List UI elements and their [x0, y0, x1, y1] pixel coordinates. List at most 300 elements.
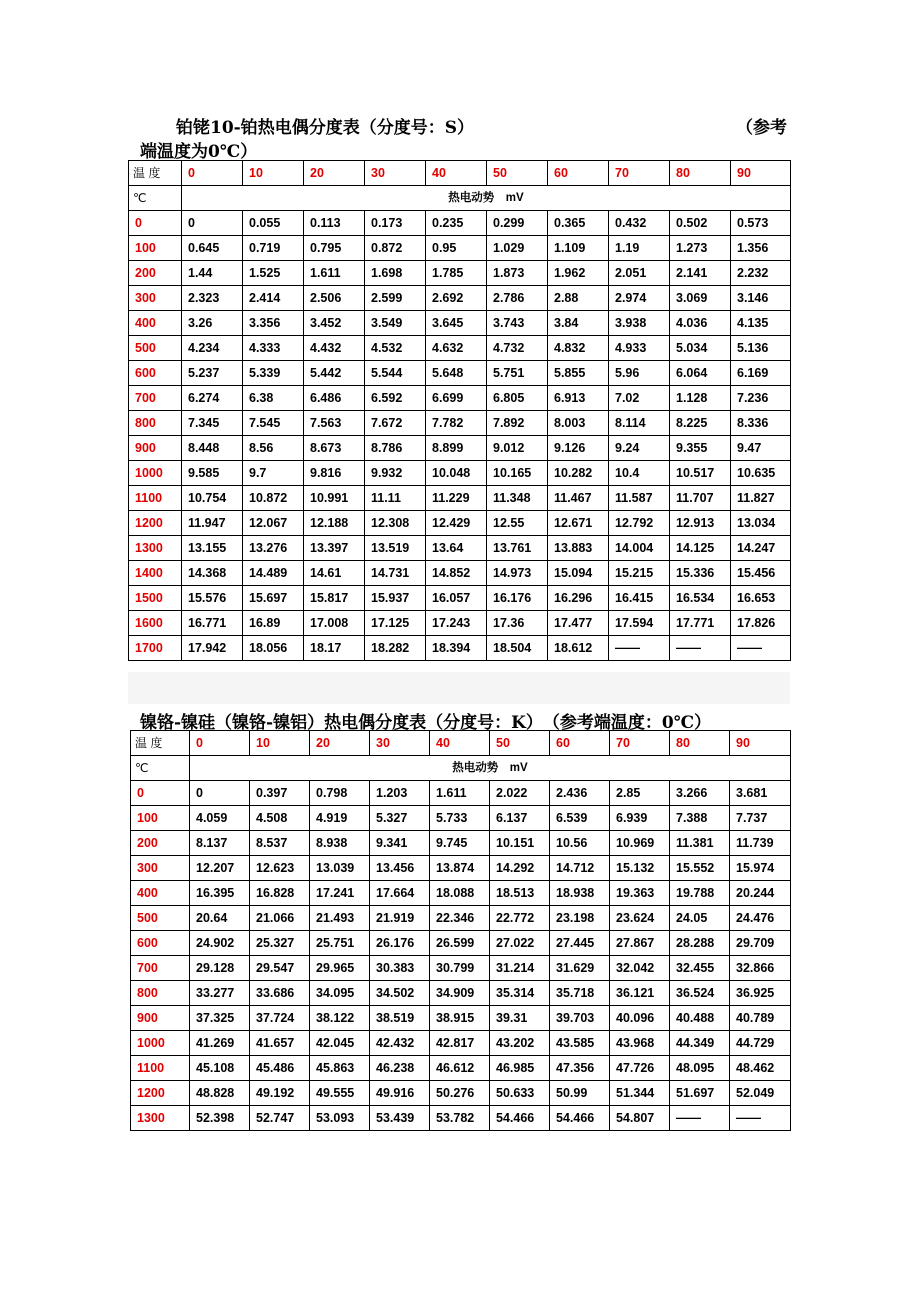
- emf-cell: 9.126: [548, 436, 609, 461]
- emf-cell: 26.599: [430, 931, 490, 956]
- emf-cell: 15.215: [609, 561, 670, 586]
- emf-cell: 6.137: [490, 806, 550, 831]
- emf-cell: 46.238: [370, 1056, 430, 1081]
- header-row: [129, 161, 791, 186]
- emf-cell: 16.176: [487, 586, 548, 611]
- emf-cell: 0.432: [609, 211, 670, 236]
- emf-cell: 9.816: [304, 461, 365, 486]
- emf-cell: 30.383: [370, 956, 430, 981]
- emf-cell: 14.368: [182, 561, 243, 586]
- emf-cell: 26.176: [370, 931, 430, 956]
- table-row: [129, 361, 791, 386]
- emf-cell: 9.012: [487, 436, 548, 461]
- emf-cell: 14.489: [243, 561, 304, 586]
- table-row: [131, 1056, 791, 1081]
- table-row: [129, 536, 791, 561]
- emf-cell: 18.056: [243, 636, 304, 661]
- row-temperature: 1100: [131, 1056, 190, 1081]
- emf-cell: 16.057: [426, 586, 487, 611]
- emf-cell: 12.55: [487, 511, 548, 536]
- emf-cell: 0.573: [731, 211, 791, 236]
- emf-cell: 10.517: [670, 461, 731, 486]
- table-row: [131, 956, 791, 981]
- emf-cell: 0.365: [548, 211, 609, 236]
- table-row: [131, 806, 791, 831]
- emf-cell: 38.519: [370, 1006, 430, 1031]
- column-header: 80: [670, 731, 730, 756]
- row-temperature: 900: [129, 436, 182, 461]
- emf-cell: 1.44: [182, 261, 243, 286]
- emf-cell: 6.38: [243, 386, 304, 411]
- emf-cell: 14.004: [609, 536, 670, 561]
- emf-cell: 5.237: [182, 361, 243, 386]
- emf-cell: 12.671: [548, 511, 609, 536]
- emf-cell: 14.292: [490, 856, 550, 881]
- emf-cell: 0.795: [304, 236, 365, 261]
- emf-cell: 3.938: [609, 311, 670, 336]
- emf-cell: 15.937: [365, 586, 426, 611]
- emf-cell: 4.632: [426, 336, 487, 361]
- row-temperature: 900: [131, 1006, 190, 1031]
- column-header: 50: [487, 161, 548, 186]
- emf-cell: 10.635: [731, 461, 791, 486]
- emf-cell: 17.477: [548, 611, 609, 636]
- emf-cell: 2.85: [610, 781, 670, 806]
- emf-cell: 28.288: [670, 931, 730, 956]
- emf-cell: 45.486: [250, 1056, 310, 1081]
- emf-cell: 12.188: [304, 511, 365, 536]
- emf-cell: 7.737: [730, 806, 791, 831]
- header-row: [131, 731, 791, 756]
- column-header: 20: [310, 731, 370, 756]
- table-s-title-ref-cont: 端温度为0℃）: [140, 142, 258, 162]
- emf-cell: 3.645: [426, 311, 487, 336]
- emf-cell: 1.273: [670, 236, 731, 261]
- emf-cell: 44.729: [730, 1031, 791, 1056]
- emf-cell: 5.855: [548, 361, 609, 386]
- emf-cell: 54.466: [490, 1106, 550, 1131]
- row-temperature: 300: [129, 286, 182, 311]
- emf-cell: 4.036: [670, 311, 731, 336]
- emf-cell: 27.867: [610, 931, 670, 956]
- row-temperature: 1000: [129, 461, 182, 486]
- temperature-label: 温 度: [131, 731, 190, 756]
- emf-cell: 42.432: [370, 1031, 430, 1056]
- row-temperature: 1400: [129, 561, 182, 586]
- table-row: [131, 931, 791, 956]
- emf-cell: 7.236: [731, 386, 791, 411]
- column-header: 0: [190, 731, 250, 756]
- table-row: [129, 611, 791, 636]
- emf-cell: 1.525: [243, 261, 304, 286]
- emf-cell: 12.429: [426, 511, 487, 536]
- emf-cell: 12.792: [609, 511, 670, 536]
- emf-cell: 22.346: [430, 906, 490, 931]
- table-row: [129, 561, 791, 586]
- row-temperature: 1600: [129, 611, 182, 636]
- emf-cell: 42.045: [310, 1031, 370, 1056]
- emf-cell: 10.754: [182, 486, 243, 511]
- table-s-title: 铂铑10-铂热电偶分度表（分度号：S）: [176, 118, 474, 138]
- section-separator: [128, 672, 790, 704]
- table-row: [129, 261, 791, 286]
- column-header: 60: [550, 731, 610, 756]
- emf-cell: 8.114: [609, 411, 670, 436]
- table-row: [129, 336, 791, 361]
- emf-cell: 13.64: [426, 536, 487, 561]
- emf-cell: 2.599: [365, 286, 426, 311]
- emf-cell: 4.059: [190, 806, 250, 831]
- emf-cell: 3.146: [731, 286, 791, 311]
- emf-cell: 0.173: [365, 211, 426, 236]
- emf-cell: 35.314: [490, 981, 550, 1006]
- emf-cell: 52.049: [730, 1081, 791, 1106]
- emf-cell: 16.534: [670, 586, 731, 611]
- emf-cell: 3.84: [548, 311, 609, 336]
- emf-cell: 14.852: [426, 561, 487, 586]
- emf-cell: 42.817: [430, 1031, 490, 1056]
- column-header: 90: [730, 731, 791, 756]
- emf-cell: 34.909: [430, 981, 490, 1006]
- emf-cell: 41.657: [250, 1031, 310, 1056]
- celsius-label: ℃: [129, 186, 182, 211]
- emf-cell: 15.576: [182, 586, 243, 611]
- emf-cell: 10.048: [426, 461, 487, 486]
- emf-cell: 9.24: [609, 436, 670, 461]
- emf-cell: 15.094: [548, 561, 609, 586]
- emf-cell: 4.919: [310, 806, 370, 831]
- emf-cell: 18.938: [550, 881, 610, 906]
- emf-cell: 4.933: [609, 336, 670, 361]
- emf-cell: 51.344: [610, 1081, 670, 1106]
- emf-cell: 32.455: [670, 956, 730, 981]
- emf-cell: 8.786: [365, 436, 426, 461]
- emf-cell: 2.141: [670, 261, 731, 286]
- emf-cell: 0.798: [310, 781, 370, 806]
- row-temperature: 400: [131, 881, 190, 906]
- celsius-label: ℃: [131, 756, 190, 781]
- emf-cell: 11.587: [609, 486, 670, 511]
- emf-cell: 48.462: [730, 1056, 791, 1081]
- emf-cell: 5.034: [670, 336, 731, 361]
- emf-cell: 12.308: [365, 511, 426, 536]
- column-header: 40: [430, 731, 490, 756]
- emf-cell: 0.95: [426, 236, 487, 261]
- column-header: 10: [243, 161, 304, 186]
- emf-cell: 1.19: [609, 236, 670, 261]
- emf-cell: 43.968: [610, 1031, 670, 1056]
- emf-cell: 12.623: [250, 856, 310, 881]
- emf-cell: 21.919: [370, 906, 430, 931]
- emf-cell: 36.925: [730, 981, 791, 1006]
- emf-cell: 19.363: [610, 881, 670, 906]
- emf-cell: 40.096: [610, 1006, 670, 1031]
- emf-cell: 5.544: [365, 361, 426, 386]
- emf-cell: 30.799: [430, 956, 490, 981]
- emf-cell: 13.874: [430, 856, 490, 881]
- emf-cell: 46.985: [490, 1056, 550, 1081]
- emf-cell: 53.439: [370, 1106, 430, 1131]
- table-row: [129, 586, 791, 611]
- emf-cell: 15.336: [670, 561, 731, 586]
- emf-cell: 17.36: [487, 611, 548, 636]
- emf-cell: 2.436: [550, 781, 610, 806]
- emf-cell: 33.277: [190, 981, 250, 1006]
- emf-cell: 15.817: [304, 586, 365, 611]
- emf-cell: 36.524: [670, 981, 730, 1006]
- emf-cell: 2.88: [548, 286, 609, 311]
- emf-cell: 16.828: [250, 881, 310, 906]
- row-temperature: 200: [131, 831, 190, 856]
- emf-cell: 18.394: [426, 636, 487, 661]
- table-k: [130, 730, 791, 1131]
- emf-cell: 13.519: [365, 536, 426, 561]
- emf-cell: 0.719: [243, 236, 304, 261]
- row-temperature: 100: [129, 236, 182, 261]
- emf-cell: 21.066: [250, 906, 310, 931]
- table-s-title-ref: （参考: [736, 118, 787, 138]
- emf-cell: 38.122: [310, 1006, 370, 1031]
- emf-cell: 2.974: [609, 286, 670, 311]
- emf-cell: 24.902: [190, 931, 250, 956]
- table-row: [129, 411, 791, 436]
- emf-cell: 10.872: [243, 486, 304, 511]
- emf-cell: 21.493: [310, 906, 370, 931]
- emf-cell: 10.151: [490, 831, 550, 856]
- table-row: [131, 1081, 791, 1106]
- emf-cell: 22.772: [490, 906, 550, 931]
- emf-cell: 15.552: [670, 856, 730, 881]
- column-header: 60: [548, 161, 609, 186]
- table-row: [129, 461, 791, 486]
- column-header: 70: [610, 731, 670, 756]
- emf-cell: 37.724: [250, 1006, 310, 1031]
- emf-cell: 8.448: [182, 436, 243, 461]
- emf-cell: 17.241: [310, 881, 370, 906]
- emf-cell: 50.99: [550, 1081, 610, 1106]
- emf-cell: 0.299: [487, 211, 548, 236]
- emf-cell: 33.686: [250, 981, 310, 1006]
- emf-cell: 4.508: [250, 806, 310, 831]
- emf-cell: 15.974: [730, 856, 791, 881]
- row-temperature: 600: [129, 361, 182, 386]
- emf-cell: 50.276: [430, 1081, 490, 1106]
- emf-cell: 18.504: [487, 636, 548, 661]
- emf-cell: ——: [670, 636, 731, 661]
- row-temperature: 700: [131, 956, 190, 981]
- emf-cell: 37.325: [190, 1006, 250, 1031]
- row-temperature: 1200: [129, 511, 182, 536]
- emf-unit-label: 热电动势 mV: [190, 756, 791, 781]
- emf-cell: 44.349: [670, 1031, 730, 1056]
- emf-cell: 52.398: [190, 1106, 250, 1131]
- row-temperature: 1500: [129, 586, 182, 611]
- emf-cell: 7.782: [426, 411, 487, 436]
- emf-cell: 14.712: [550, 856, 610, 881]
- emf-cell: 3.266: [670, 781, 730, 806]
- column-header: 30: [370, 731, 430, 756]
- emf-cell: 5.648: [426, 361, 487, 386]
- table-row: [129, 511, 791, 536]
- emf-cell: 13.039: [310, 856, 370, 881]
- emf-cell: 8.137: [190, 831, 250, 856]
- emf-cell: 1.785: [426, 261, 487, 286]
- emf-cell: 23.624: [610, 906, 670, 931]
- column-header: 50: [490, 731, 550, 756]
- emf-cell: 6.274: [182, 386, 243, 411]
- emf-cell: 2.323: [182, 286, 243, 311]
- emf-cell: 20.244: [730, 881, 791, 906]
- emf-cell: 6.939: [610, 806, 670, 831]
- emf-cell: 11.739: [730, 831, 791, 856]
- emf-cell: 10.969: [610, 831, 670, 856]
- emf-cell: 54.466: [550, 1106, 610, 1131]
- emf-cell: 6.539: [550, 806, 610, 831]
- emf-cell: ——: [731, 636, 791, 661]
- emf-unit-label: 热电动势 mV: [182, 186, 791, 211]
- emf-cell: 5.136: [731, 336, 791, 361]
- emf-cell: 20.64: [190, 906, 250, 931]
- emf-cell: 4.333: [243, 336, 304, 361]
- emf-cell: 48.828: [190, 1081, 250, 1106]
- emf-cell: 7.892: [487, 411, 548, 436]
- emf-cell: 52.747: [250, 1106, 310, 1131]
- emf-cell: 24.05: [670, 906, 730, 931]
- emf-cell: 7.545: [243, 411, 304, 436]
- unit-row: [131, 756, 791, 781]
- column-header: 20: [304, 161, 365, 186]
- emf-cell: 25.751: [310, 931, 370, 956]
- emf-cell: 27.445: [550, 931, 610, 956]
- emf-cell: 49.555: [310, 1081, 370, 1106]
- column-header: 90: [731, 161, 791, 186]
- emf-cell: 46.612: [430, 1056, 490, 1081]
- emf-cell: 7.672: [365, 411, 426, 436]
- emf-cell: 18.088: [430, 881, 490, 906]
- emf-cell: 1.698: [365, 261, 426, 286]
- emf-cell: 19.788: [670, 881, 730, 906]
- emf-cell: 39.703: [550, 1006, 610, 1031]
- emf-cell: 54.807: [610, 1106, 670, 1131]
- emf-cell: 29.965: [310, 956, 370, 981]
- emf-cell: 1.611: [304, 261, 365, 286]
- emf-cell: 17.942: [182, 636, 243, 661]
- emf-cell: 8.537: [250, 831, 310, 856]
- emf-cell: 1.962: [548, 261, 609, 286]
- column-header: 70: [609, 161, 670, 186]
- emf-cell: 53.782: [430, 1106, 490, 1131]
- emf-cell: 36.121: [610, 981, 670, 1006]
- emf-cell: 1.128: [670, 386, 731, 411]
- emf-cell: 18.513: [490, 881, 550, 906]
- emf-cell: 6.699: [426, 386, 487, 411]
- emf-cell: 13.276: [243, 536, 304, 561]
- emf-cell: 17.594: [609, 611, 670, 636]
- table-row: [131, 906, 791, 931]
- emf-cell: 0.055: [243, 211, 304, 236]
- emf-cell: 1.203: [370, 781, 430, 806]
- emf-cell: 13.883: [548, 536, 609, 561]
- emf-cell: 49.916: [370, 1081, 430, 1106]
- emf-cell: 18.282: [365, 636, 426, 661]
- emf-cell: 0: [182, 211, 243, 236]
- emf-cell: 0.235: [426, 211, 487, 236]
- emf-cell: 6.913: [548, 386, 609, 411]
- emf-cell: 1.873: [487, 261, 548, 286]
- emf-cell: 14.125: [670, 536, 731, 561]
- table-row: [131, 881, 791, 906]
- emf-cell: 13.034: [731, 511, 791, 536]
- emf-cell: 14.247: [731, 536, 791, 561]
- emf-cell: 8.336: [731, 411, 791, 436]
- table-s: [128, 160, 791, 661]
- column-header: 0: [182, 161, 243, 186]
- emf-cell: 14.973: [487, 561, 548, 586]
- emf-cell: 1.356: [731, 236, 791, 261]
- column-header: 10: [250, 731, 310, 756]
- emf-cell: 11.381: [670, 831, 730, 856]
- table-row: [131, 1006, 791, 1031]
- emf-cell: 41.269: [190, 1031, 250, 1056]
- table-row: [129, 286, 791, 311]
- row-temperature: 1300: [129, 536, 182, 561]
- row-temperature: 700: [129, 386, 182, 411]
- emf-cell: 4.135: [731, 311, 791, 336]
- emf-cell: 9.355: [670, 436, 731, 461]
- emf-cell: ——: [670, 1106, 730, 1131]
- emf-cell: 39.31: [490, 1006, 550, 1031]
- emf-cell: 10.165: [487, 461, 548, 486]
- emf-cell: 0.113: [304, 211, 365, 236]
- emf-cell: 8.003: [548, 411, 609, 436]
- emf-cell: 10.56: [550, 831, 610, 856]
- emf-cell: 17.826: [731, 611, 791, 636]
- emf-cell: 15.456: [731, 561, 791, 586]
- emf-cell: 25.327: [250, 931, 310, 956]
- table-row: [131, 856, 791, 881]
- emf-cell: 3.549: [365, 311, 426, 336]
- row-temperature: 1200: [131, 1081, 190, 1106]
- table-row: [129, 211, 791, 236]
- emf-cell: 29.128: [190, 956, 250, 981]
- emf-cell: 7.388: [670, 806, 730, 831]
- emf-cell: 2.414: [243, 286, 304, 311]
- table-row: [129, 486, 791, 511]
- emf-cell: 11.11: [365, 486, 426, 511]
- row-temperature: 800: [131, 981, 190, 1006]
- emf-cell: 53.093: [310, 1106, 370, 1131]
- emf-cell: 47.356: [550, 1056, 610, 1081]
- emf-cell: 7.345: [182, 411, 243, 436]
- emf-cell: 8.899: [426, 436, 487, 461]
- emf-cell: 13.761: [487, 536, 548, 561]
- row-temperature: 1700: [129, 636, 182, 661]
- emf-cell: 31.629: [550, 956, 610, 981]
- emf-cell: 16.653: [731, 586, 791, 611]
- row-temperature: 0: [129, 211, 182, 236]
- column-header: 80: [670, 161, 731, 186]
- emf-cell: 5.751: [487, 361, 548, 386]
- table-row: [129, 236, 791, 261]
- emf-cell: 10.991: [304, 486, 365, 511]
- emf-cell: 40.789: [730, 1006, 791, 1031]
- emf-cell: 0.645: [182, 236, 243, 261]
- emf-cell: 7.563: [304, 411, 365, 436]
- emf-cell: 10.282: [548, 461, 609, 486]
- emf-cell: 11.467: [548, 486, 609, 511]
- emf-cell: 4.532: [365, 336, 426, 361]
- table-row: [129, 386, 791, 411]
